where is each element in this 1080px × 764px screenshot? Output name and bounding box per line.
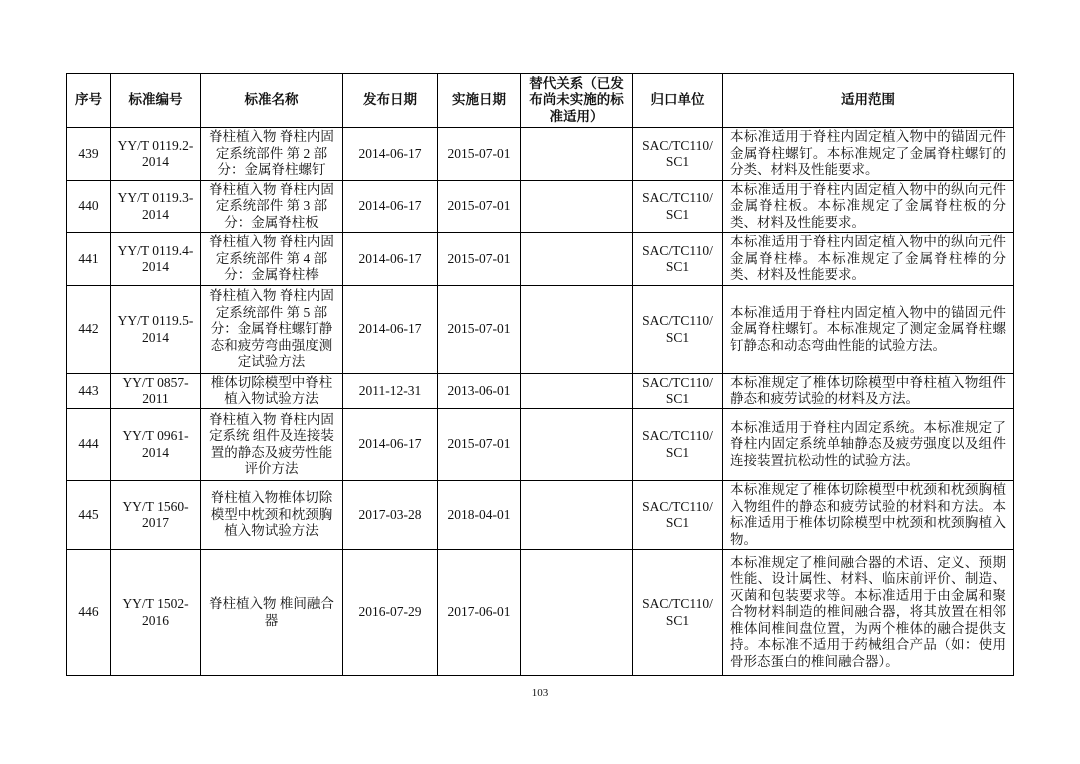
cell-scope: 本标准适用于脊柱内固定植入物中的纵向元件金属脊柱板。本标准规定了金属脊柱板的分类、材料及性能要求。 xyxy=(723,181,1014,233)
cell-standard-code: YY/T 0119.5-2014 xyxy=(111,286,201,374)
cell-standard-name: 脊柱植入物 脊柱内固定系统 组件及连接装置的静态及疲劳性能评价方法 xyxy=(201,409,343,481)
cell-committee: SAC/TC110/SC1 xyxy=(633,481,723,550)
table-header-row xyxy=(67,74,1014,128)
cell-effective-date: 2015-07-01 xyxy=(438,181,521,233)
cell-issue-date: 2014-06-17 xyxy=(343,181,438,233)
cell-effective-date: 2015-07-01 xyxy=(438,286,521,374)
cell-standard-name: 椎体切除模型中脊柱植入物试验方法 xyxy=(201,374,343,409)
cell-effective-date: 2013-06-01 xyxy=(438,374,521,409)
table-row xyxy=(67,481,1014,550)
table-row xyxy=(67,181,1014,233)
table-row xyxy=(67,374,1014,409)
cell-committee: SAC/TC110/SC1 xyxy=(633,181,723,233)
table-row xyxy=(67,128,1014,181)
cell-scope: 本标准规定了椎间融合器的术语、定义、预期性能、设计属性、材料、临床前评价、制造、灭菌和包装要求等。本标准适用于由金属和聚合物材料制造的椎间融合器，将其放置在相邻椎体间椎间盘位置，为两个椎体的融合提供支持。本标准不适用于药械组合产品（如：使用骨形态蛋白的椎间融合器）。 xyxy=(723,550,1014,676)
cell-standard-name: 脊柱植入物 椎间融合器 xyxy=(201,550,343,676)
table-row xyxy=(67,286,1014,374)
cell-effective-date: 2015-07-01 xyxy=(438,233,521,286)
cell-issue-date: 2014-06-17 xyxy=(343,409,438,481)
cell-standard-code: YY/T 0857-2011 xyxy=(111,374,201,409)
cell-standard-code: YY/T 0119.3-2014 xyxy=(111,181,201,233)
cell-standard-code: YY/T 0119.2-2014 xyxy=(111,128,201,181)
header-serial-number: 序号 xyxy=(67,74,111,128)
cell-scope: 本标准适用于脊柱内固定植入物中的锚固元件金属脊柱螺钉。本标准规定了测定金属脊柱螺钉静态和动态弯曲性能的试验方法。 xyxy=(723,286,1014,374)
cell-serial-number: 439 xyxy=(67,128,111,181)
table-row xyxy=(67,550,1014,676)
cell-issue-date: 2014-06-17 xyxy=(343,128,438,181)
header-issue-date: 发布日期 xyxy=(343,74,438,128)
cell-serial-number: 446 xyxy=(67,550,111,676)
cell-standard-name: 脊柱植入物 脊柱内固定系统部件 第 4 部分：金属脊柱棒 xyxy=(201,233,343,286)
cell-issue-date: 2016-07-29 xyxy=(343,550,438,676)
header-standard-code: 标准编号 xyxy=(111,74,201,128)
table-row xyxy=(67,233,1014,286)
cell-effective-date: 2017-06-01 xyxy=(438,550,521,676)
cell-committee: SAC/TC110/SC1 xyxy=(633,550,723,676)
header-standard-name: 标准名称 xyxy=(201,74,343,128)
cell-standard-name: 脊柱植入物 脊柱内固定系统部件 第 5 部分：金属脊柱螺钉静态和疲劳弯曲强度测定试验方法 xyxy=(201,286,343,374)
header-scope: 适用范围 xyxy=(723,74,1014,128)
cell-issue-date: 2017-03-28 xyxy=(343,481,438,550)
cell-standard-name: 脊柱植入物 脊柱内固定系统部件 第 3 部分：金属脊柱板 xyxy=(201,181,343,233)
cell-committee: SAC/TC110/SC1 xyxy=(633,233,723,286)
cell-serial-number: 442 xyxy=(67,286,111,374)
cell-replacement xyxy=(521,233,633,286)
cell-standard-name: 脊柱植入物 脊柱内固定系统部件 第 2 部分：金属脊柱螺钉 xyxy=(201,128,343,181)
cell-serial-number: 440 xyxy=(67,181,111,233)
cell-scope: 本标准适用于脊柱内固定植入物中的纵向元件金属脊柱棒。本标准规定了金属脊柱棒的分类、材料及性能要求。 xyxy=(723,233,1014,286)
cell-replacement xyxy=(521,181,633,233)
cell-standard-code: YY/T 0961-2014 xyxy=(111,409,201,481)
cell-serial-number: 443 xyxy=(67,374,111,409)
standards-table xyxy=(66,73,1014,676)
cell-standard-code: YY/T 0119.4-2014 xyxy=(111,233,201,286)
cell-effective-date: 2015-07-01 xyxy=(438,409,521,481)
cell-committee: SAC/TC110/SC1 xyxy=(633,409,723,481)
cell-replacement xyxy=(521,374,633,409)
cell-issue-date: 2011-12-31 xyxy=(343,374,438,409)
cell-effective-date: 2018-04-01 xyxy=(438,481,521,550)
cell-issue-date: 2014-06-17 xyxy=(343,286,438,374)
cell-serial-number: 444 xyxy=(67,409,111,481)
cell-scope: 本标准适用于脊柱内固定植入物中的锚固元件金属脊柱螺钉。本标准规定了金属脊柱螺钉的分类、材料及性能要求。 xyxy=(723,128,1014,181)
cell-replacement xyxy=(521,128,633,181)
cell-scope: 本标准规定了椎体切除模型中枕颈和枕颈胸植入物组件的静态和疲劳试验的材料和方法。本标准适用于椎体切除模型中枕颈和枕颈胸植入物。 xyxy=(723,481,1014,550)
cell-standard-code: YY/T 1560-2017 xyxy=(111,481,201,550)
header-committee: 归口单位 xyxy=(633,74,723,128)
cell-issue-date: 2014-06-17 xyxy=(343,233,438,286)
cell-replacement xyxy=(521,286,633,374)
cell-committee: SAC/TC110/SC1 xyxy=(633,374,723,409)
cell-serial-number: 441 xyxy=(67,233,111,286)
cell-standard-name: 脊柱植入物椎体切除模型中枕颈和枕颈胸植入物试验方法 xyxy=(201,481,343,550)
table-row xyxy=(67,409,1014,481)
cell-committee: SAC/TC110/SC1 xyxy=(633,286,723,374)
cell-scope: 本标准规定了椎体切除模型中脊柱植入物组件静态和疲劳试验的材料及方法。 xyxy=(723,374,1014,409)
cell-scope: 本标准适用于脊柱内固定系统。本标准规定了脊柱内固定系统单轴静态及疲劳强度以及组件连接装置抗松动性的试验方法。 xyxy=(723,409,1014,481)
cell-replacement xyxy=(521,550,633,676)
header-effective-date: 实施日期 xyxy=(438,74,521,128)
cell-replacement xyxy=(521,409,633,481)
page-number: 103 xyxy=(531,687,549,699)
cell-serial-number: 445 xyxy=(67,481,111,550)
header-replacement: 替代关系（已发布尚未实施的标准适用） xyxy=(521,74,633,128)
cell-effective-date: 2015-07-01 xyxy=(438,128,521,181)
cell-replacement xyxy=(521,481,633,550)
cell-standard-code: YY/T 1502-2016 xyxy=(111,550,201,676)
cell-committee: SAC/TC110/SC1 xyxy=(633,128,723,181)
